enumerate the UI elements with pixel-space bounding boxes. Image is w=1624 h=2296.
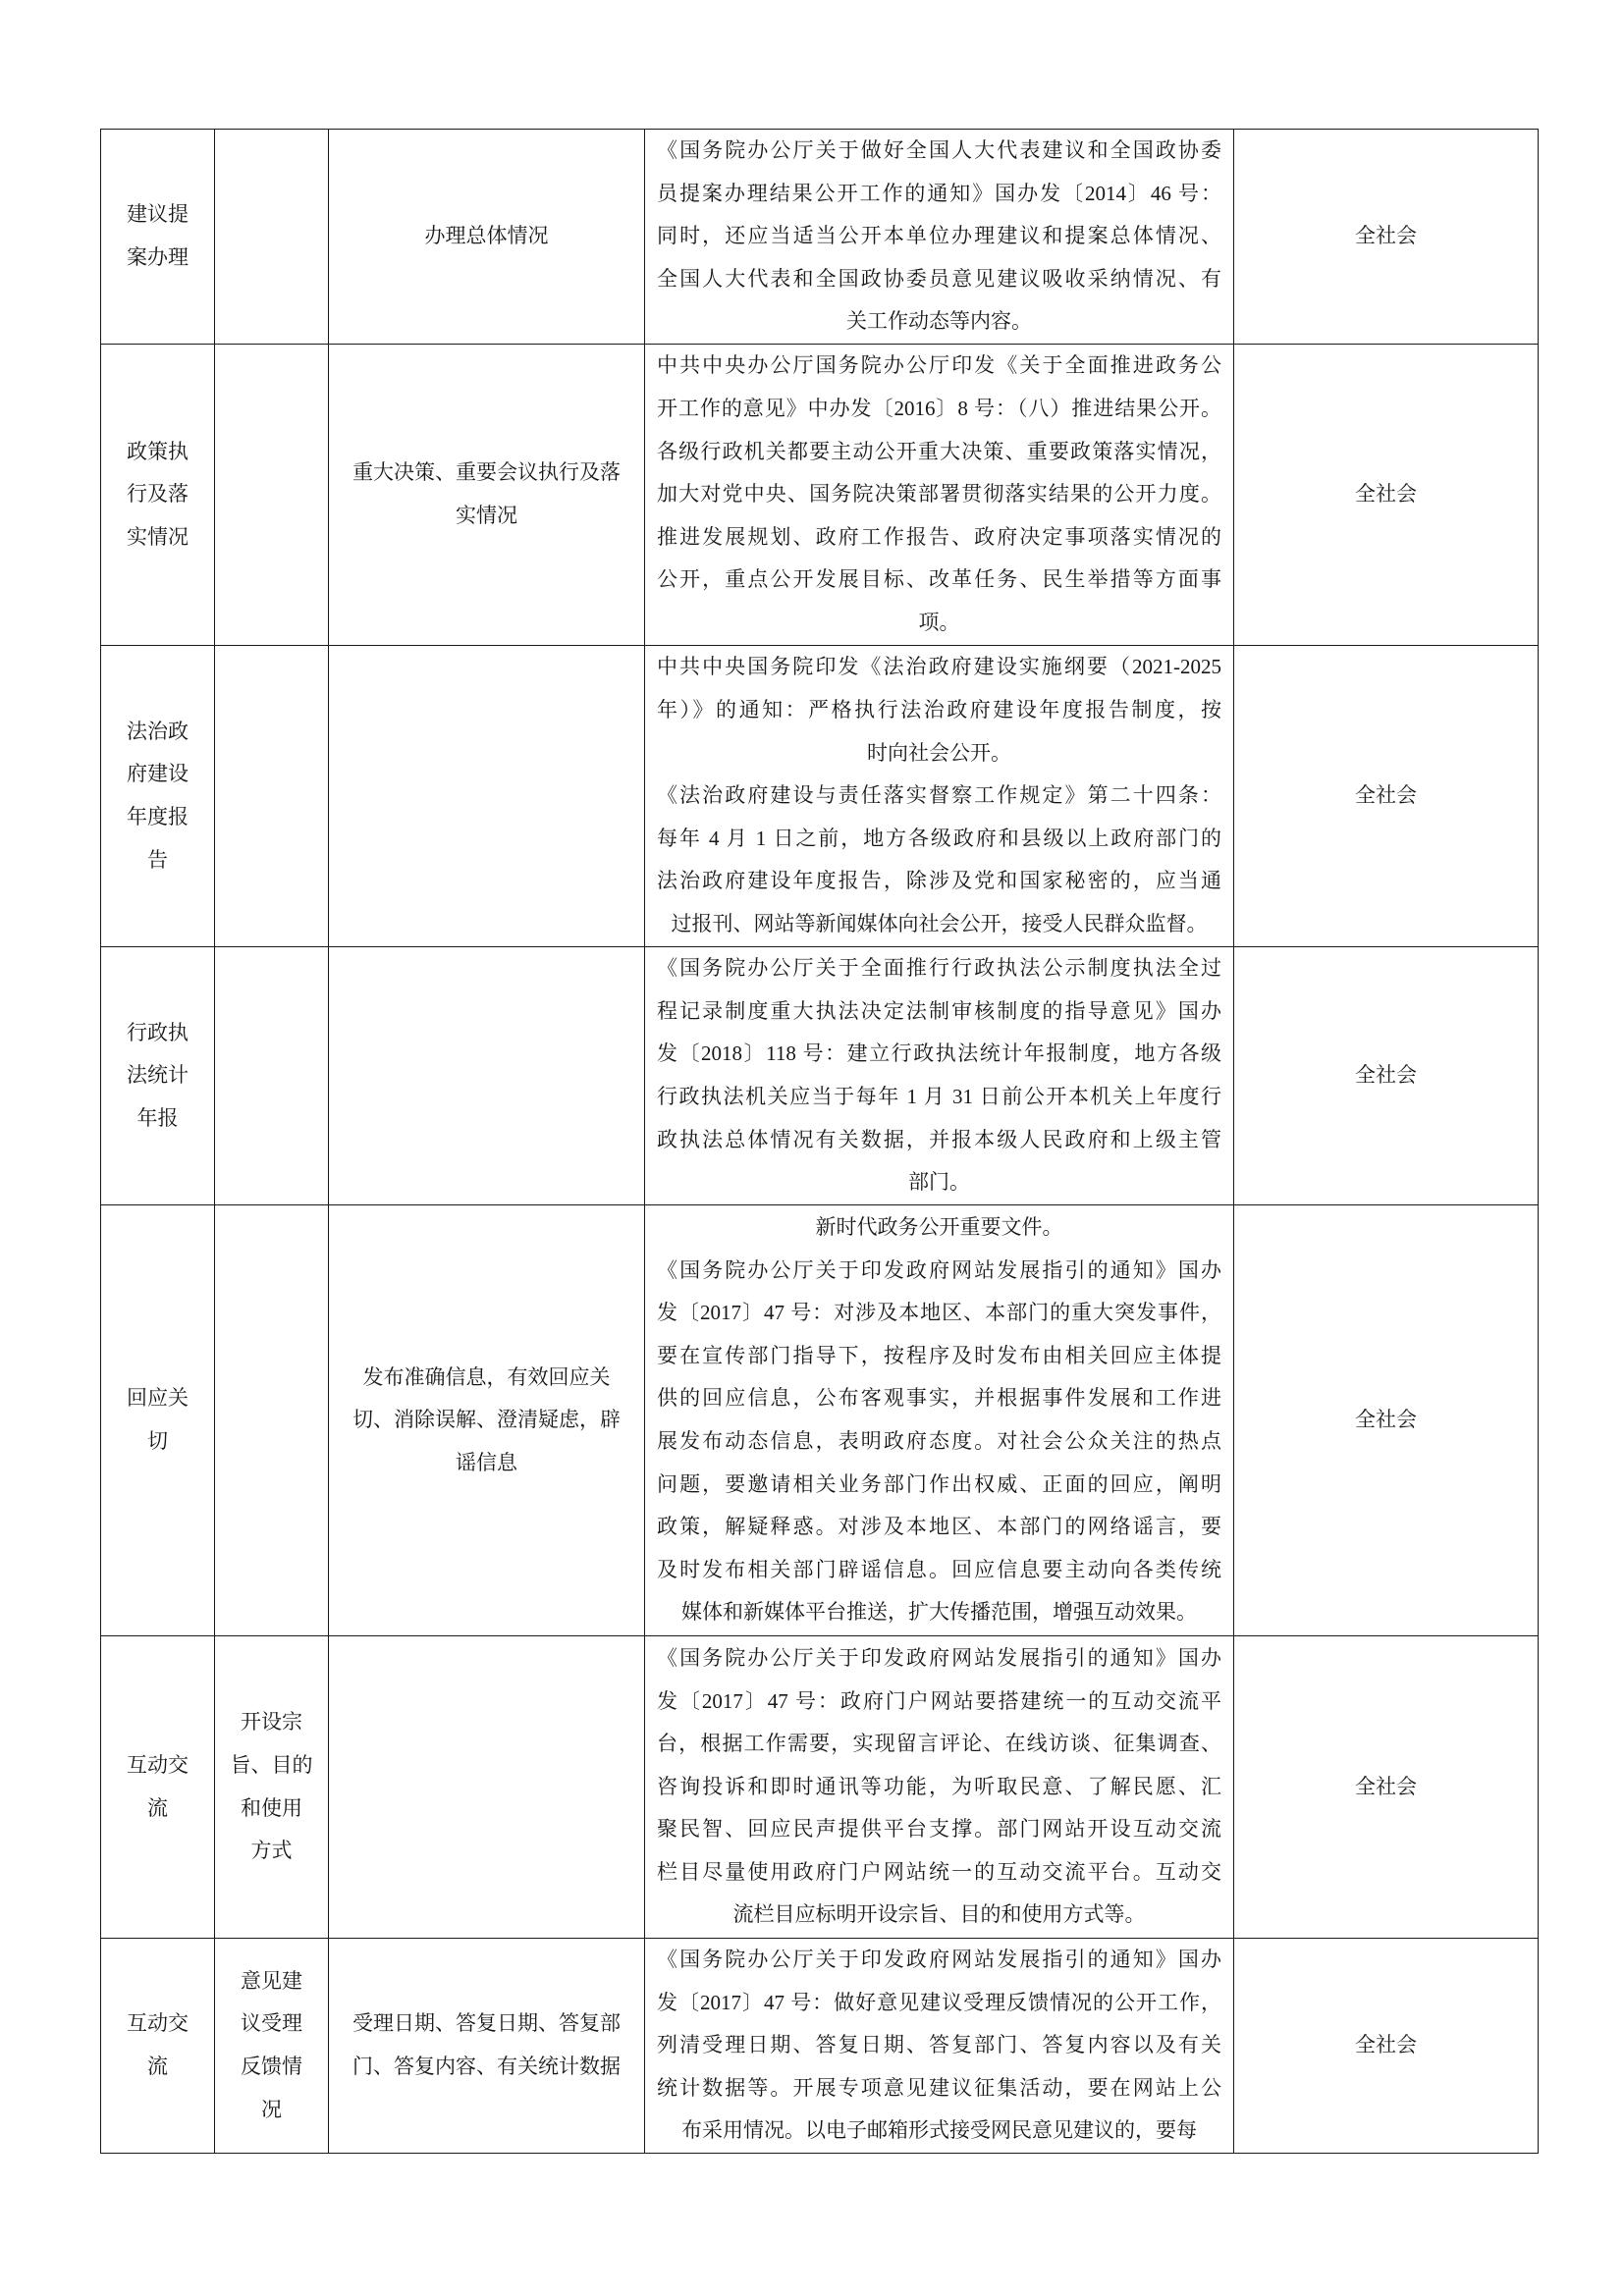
content-cell	[329, 130, 645, 345]
item-cell	[215, 947, 329, 1205]
category-line: 互动交	[127, 2011, 189, 2036]
item-cell	[215, 646, 329, 947]
content-cell	[329, 646, 645, 947]
basis-line: 《法治政府建设与责任落实督察工作规定》第二十四条：	[657, 783, 1221, 808]
basis-line: 法治政府建设年度报告，除涉及党和国家秘密的，应当通	[657, 869, 1221, 893]
content-cell	[329, 1205, 645, 1636]
item-line: 意见建	[241, 1968, 302, 1993]
content-cell	[329, 1636, 645, 1939]
basis-line: 问题，要邀请相关业务部门作出权威、正面的回应，阐明	[657, 1471, 1221, 1496]
scope-cell: 全社会	[1234, 1636, 1539, 1939]
basis-paragraph	[657, 130, 1221, 344]
basis-line: 每年 4 月 1 日之前，地方各级政府和县级以上政府部门的	[657, 826, 1221, 850]
basis-line: 供的回应信息，公布客观事实，并根据事件发展和工作进	[657, 1386, 1221, 1411]
basis-line: 年）》的通知：严格执行法治政府建设年度报告制度，按	[657, 698, 1221, 722]
category-line: 行政执	[127, 1020, 189, 1044]
category-cell	[101, 130, 215, 345]
category-line: 行及落	[127, 482, 189, 507]
basis-line: 各级行政机关都要主动公开重大决策、重要政策落实情况，	[657, 439, 1221, 463]
basis-line: 关工作动态等内容。	[846, 309, 1032, 334]
basis-line: 新时代政务公开重要文件。	[815, 1215, 1063, 1240]
item-line: 方式	[250, 1839, 293, 1863]
basis-line: 推进发展规划、政府工作报告、政府决定事项落实情况的	[657, 524, 1221, 549]
scope-cell: 全社会	[1234, 130, 1539, 345]
basis-paragraph	[657, 947, 1221, 1204]
basis-paragraph	[657, 646, 1221, 774]
basis-line: 列清受理日期、答复日期、答复部门、答复内容以及有关	[657, 2033, 1221, 2057]
basis-line: 发〔2018〕118 号：建立行政执法统计年报制度，地方各级	[657, 1041, 1221, 1066]
basis-line: 发〔2017〕47 号：对涉及本地区、本部门的重大突发事件，	[657, 1301, 1221, 1325]
basis-line: 要在宣传部门指导下，按程序及时发布由相关回应主体提	[657, 1343, 1221, 1367]
category-line: 互动交	[127, 1752, 189, 1777]
category-line: 政策执	[127, 439, 189, 463]
category-cell	[101, 345, 215, 646]
basis-line: 开工作的意见》中办发〔2016〕8 号：（八）推进结果公开。	[657, 397, 1221, 421]
category-line: 年报	[136, 1105, 179, 1130]
basis-line: 栏目尽量使用政府门户网站统一的互动交流平台。互动交	[657, 1859, 1221, 1884]
table-row	[101, 947, 1539, 1205]
basis-line: 部门。	[908, 1170, 970, 1195]
basis-cell	[645, 345, 1234, 646]
content-line: 谣信息	[456, 1450, 517, 1474]
basis-paragraph	[657, 1939, 1221, 2153]
basis-line: 中共中央办公厅国务院办公厅印发《关于全面推进政务公	[657, 353, 1221, 378]
table-body	[101, 130, 1539, 2154]
category-line: 告	[147, 847, 168, 872]
category-line: 流	[147, 2055, 168, 2078]
category-line: 实情况	[127, 524, 189, 549]
basis-cell	[645, 1939, 1234, 2154]
basis-line: 及时发布相关部门辟谣信息。回应信息要主动向各类传统	[657, 1557, 1221, 1581]
category-cell	[101, 1636, 215, 1939]
category-line: 流	[147, 1795, 168, 1820]
basis-line: 《国务院办公厅关于印发政府网站发展指引的通知》国办	[657, 1257, 1221, 1282]
category-line: 回应关	[127, 1386, 189, 1411]
item-line: 反馈情	[241, 2055, 302, 2078]
basis-line: 聚民智、回应民声提供平台支撑。部门网站开设互动交流	[657, 1817, 1221, 1842]
basis-cell	[645, 1636, 1234, 1939]
basis-cell	[645, 130, 1234, 345]
basis-line: 程记录制度重大执法决定法制审核制度的指导意见》国办	[657, 998, 1221, 1023]
disclosure-table	[100, 129, 1539, 2154]
content-cell	[329, 947, 645, 1205]
item-line: 旨、目的	[230, 1752, 313, 1777]
item-cell	[215, 1205, 329, 1636]
content-line: 办理总体情况	[424, 224, 549, 248]
item-cell	[215, 1636, 329, 1939]
basis-line: 《国务院办公厅关于印发政府网站发展指引的通知》国办	[657, 1948, 1221, 1972]
content-line: 切、消除误解、澄清疑虑，辟	[352, 1408, 621, 1432]
basis-cell	[645, 947, 1234, 1205]
item-line: 和使用	[241, 1795, 302, 1820]
scope-cell: 全社会	[1234, 1205, 1539, 1636]
basis-line: 时向社会公开。	[867, 740, 1011, 765]
category-cell	[101, 1205, 215, 1636]
content-line: 门、答复内容、有关统计数据	[352, 2055, 621, 2078]
basis-line: 发〔2017〕47 号：做好意见建议受理反馈情况的公开工作，	[657, 1990, 1221, 2014]
scope-cell: 全社会	[1234, 1939, 1539, 2154]
basis-paragraph	[657, 1250, 1221, 1634]
item-line: 开设宗	[241, 1710, 302, 1735]
basis-line: 《国务院办公厅关于做好全国人大代表建议和全国政协委	[657, 138, 1221, 163]
table-row	[101, 1636, 1539, 1939]
basis-line: 员提案办理结果公开工作的通知》国办发〔2014〕46 号：	[657, 181, 1221, 205]
category-cell	[101, 1939, 215, 2154]
basis-line: 《国务院办公厅关于全面推行行政执法公示制度执法全过	[657, 956, 1221, 981]
basis-line: 行政执法机关应当于每年 1 月 31 日前公开本机关上年度行	[657, 1085, 1221, 1108]
item-cell	[215, 345, 329, 646]
item-cell	[215, 1939, 329, 2154]
category-line: 法治政	[127, 719, 189, 743]
content-cell	[329, 345, 645, 646]
table-row	[101, 130, 1539, 345]
category-line: 案办理	[127, 245, 189, 269]
category-line: 法统计	[127, 1063, 189, 1088]
category-cell	[101, 947, 215, 1205]
basis-cell	[645, 646, 1234, 947]
category-line: 年度报	[127, 805, 189, 828]
basis-line: 中共中央国务院印发《法治政府建设实施纲要（2021-2025	[657, 655, 1221, 679]
basis-line: 台，根据工作需要，实现留言评论、在线访谈、征集调查、	[657, 1732, 1221, 1756]
category-line: 建议提	[127, 202, 189, 227]
basis-line: 加大对党中央、国务院决策部署贯彻落实结果的公开力度。	[657, 482, 1221, 507]
content-cell	[329, 1939, 645, 2154]
item-cell	[215, 130, 329, 345]
basis-line: 政执法总体情况有关数据，并报本级人民政府和上级主管	[657, 1127, 1221, 1151]
basis-line: 过报刊、网站等新闻媒体向社会公开，接受人民群众监督。	[671, 911, 1208, 935]
basis-line: 《国务院办公厅关于印发政府网站发展指引的通知》国办	[657, 1645, 1221, 1670]
basis-line: 统计数据等。开展专项意见建议征集活动，要在网站上公	[657, 2075, 1221, 2100]
basis-paragraph	[657, 345, 1221, 644]
basis-line: 项。	[918, 610, 960, 634]
basis-line: 发〔2017〕47 号：政府门户网站要搭建统一的互动交流平	[657, 1688, 1221, 1713]
basis-cell	[645, 1205, 1234, 1636]
basis-line: 展发布动态信息，表明政府态度。对社会公众关注的热点	[657, 1429, 1221, 1453]
content-line: 发布准确信息，有效回应关	[362, 1364, 611, 1389]
table-row	[101, 1205, 1539, 1636]
basis-paragraph	[657, 774, 1221, 945]
item-line: 议受理	[241, 2011, 302, 2036]
category-line: 府建设	[127, 762, 189, 786]
basis-line: 咨询投诉和即时通讯等功能，为听取民意、了解民愿、汇	[657, 1774, 1221, 1798]
basis-paragraph	[657, 1637, 1221, 1937]
basis-line: 全国人大代表和全国政协委员意见建议吸收采纳情况、有	[657, 266, 1221, 291]
basis-line: 同时，还应当适当公开本单位办理建议和提案总体情况、	[657, 224, 1221, 248]
basis-line: 公开，重点公开发展目标、改革任务、民生举措等方面事	[657, 567, 1221, 592]
content-line: 重大决策、重要会议执行及落	[352, 460, 621, 485]
category-line: 切	[147, 1429, 168, 1453]
basis-line: 布采用情况。以电子邮箱形式接受网民意见建议的，要每	[681, 2118, 1197, 2143]
category-cell	[101, 646, 215, 947]
content-line: 受理日期、答复日期、答复部	[352, 2011, 621, 2036]
basis-line: 媒体和新媒体平台推送，扩大传播范围，增强互动效果。	[681, 1600, 1197, 1625]
table-row	[101, 1939, 1539, 2154]
table-row	[101, 345, 1539, 646]
scope-cell: 全社会	[1234, 646, 1539, 947]
table-row	[101, 646, 1539, 947]
item-line: 况	[261, 2097, 282, 2121]
content-line: 实情况	[456, 504, 517, 527]
scope-cell: 全社会	[1234, 345, 1539, 646]
basis-line: 政策，解疑释惑。对涉及本地区、本部门的网络谣言，要	[657, 1515, 1221, 1539]
basis-line: 流栏目应标明开设宗旨、目的和使用方式等。	[732, 1902, 1146, 1927]
basis-paragraph	[657, 1206, 1221, 1250]
scope-cell: 全社会	[1234, 947, 1539, 1205]
